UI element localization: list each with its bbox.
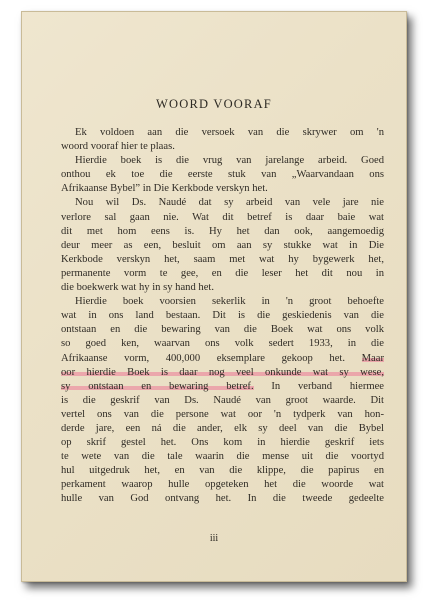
text-line: onthou ek toe die eerste stuk van „Waarvandaan ons — [61, 169, 384, 181]
text-line: hul uitgedruk het, en van die klippe, die papirus en — [61, 465, 384, 477]
text-line: hulle van God ontvang het. In die tweede gedeelte — [61, 493, 384, 505]
text-line: Afrikaanse Bybel” in Die Kerkbode verskyn het. — [61, 183, 268, 195]
text-line: permanente vorm te gee, en die leser het dit nou in — [61, 267, 384, 279]
highlighted-text: Maar — [361, 352, 384, 364]
book-page — [21, 11, 407, 582]
text-line: te wete van die tale waarin die mense uit die voortyd — [61, 451, 384, 463]
text-line: op skrif gestel het. Ons kom in hierdie geskrif iets — [61, 437, 384, 449]
text-segment: Afrikaanse vorm, 400,000 eksemplare gekoop het. — [61, 352, 346, 364]
text-line: is die geskrif van Ds. Naudé van groot waarde. Dit — [61, 394, 384, 406]
text-line: dit met hom eens is. Hy het dan ook, aangemoedig — [61, 225, 384, 237]
text-line: vertel ons van die persone wat oor 'n tydperk van hon- — [61, 408, 384, 420]
text-line: Hierdie boek voorsien sekerlik in 'n groot behoefte — [75, 296, 384, 308]
text-line: Hierdie boek is die vrug van jarelange arbeid. Goed — [75, 155, 384, 167]
highlighted-text: oor hierdie Boek is daar nog veel onkunde wat sy wese, — [61, 366, 384, 378]
text-line: wat in ons land bestaan. Dit is die geskiedenis van die — [61, 310, 384, 322]
text-line: verlore sal gaan nie. Wat dit betref is daar baie wat — [61, 211, 384, 223]
highlighted-text: sy ontstaan en bewaring betref. — [61, 380, 254, 392]
text-line — [61, 352, 384, 366]
text-line — [61, 366, 384, 380]
page-heading: WOORD VOORAF — [156, 97, 272, 111]
text-line: Nou wil Ds. Naudé dat sy arbeid van vele jare nie — [75, 197, 384, 209]
text-line: Ek voldoen aan die versoek van die skrywer om 'n — [75, 127, 384, 138]
text-line: so goed ken, waarvan ons volk sedert 1933, in die — [61, 338, 384, 350]
text-line: perkament waarop hulle opgeteken het die woorde wat — [61, 479, 384, 491]
text-line: die boekwerk wat hy in sy hand het. — [61, 282, 214, 294]
page-number: iii — [209, 533, 219, 544]
text-line: Kerkbode verskyn het, saam met wat hy bygewerk het, — [61, 253, 384, 265]
text-line — [61, 380, 384, 394]
text-line: deur meer as een, besluit om aan sy stukke wat in Die — [61, 239, 384, 251]
body-text — [61, 126, 384, 507]
text-segment: In verband hiermee — [271, 380, 384, 392]
text-line: derde jare, een ná die ander, elk sy deel van die Bybel — [61, 422, 384, 434]
text-line: woord vooraf hier te plaas. — [61, 141, 175, 153]
text-line: ontstaan en die bewaring van die Boek wat ons volk — [61, 324, 384, 336]
